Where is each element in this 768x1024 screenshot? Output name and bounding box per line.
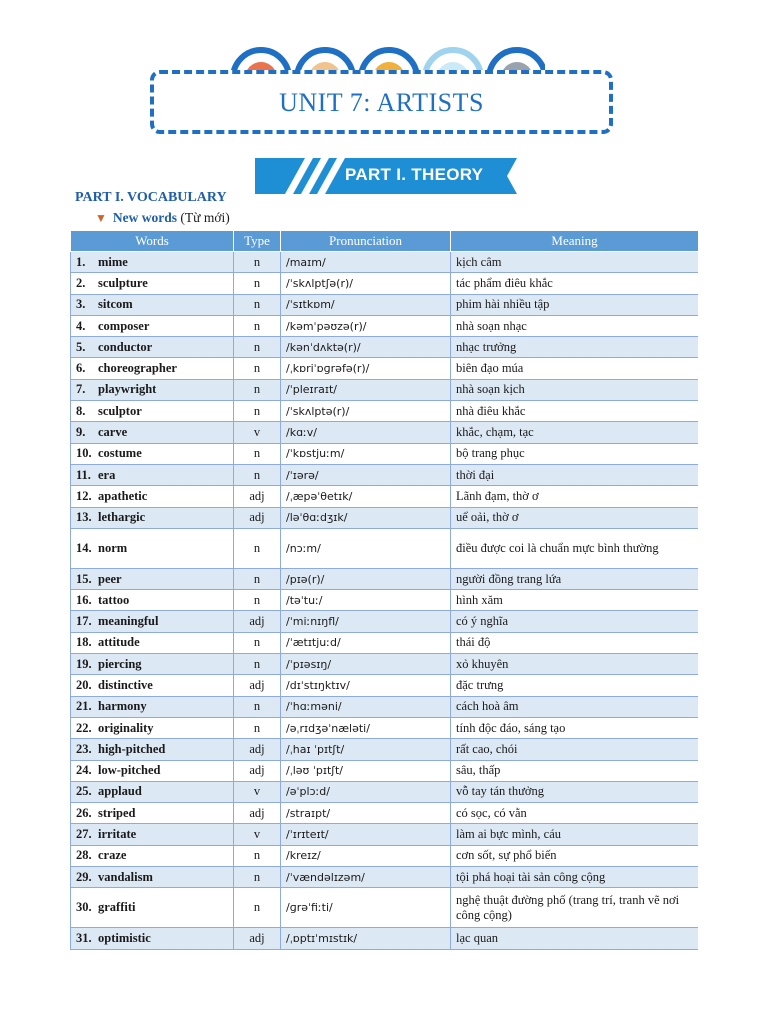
table-row	[71, 422, 699, 443]
vocabulary-table	[70, 230, 698, 950]
row-number: 27.	[76, 827, 92, 842]
row-number: 3.	[76, 297, 86, 312]
type-cell: n	[234, 379, 281, 400]
table-header-row	[71, 231, 699, 252]
type-cell: adj	[234, 486, 281, 507]
word-text: apathetic	[98, 488, 148, 503]
table-row	[71, 379, 699, 400]
table-row	[71, 358, 699, 379]
pronunciation-cell: /ˈpɪəsɪŋ/	[281, 654, 451, 675]
pronunciation-cell: /ˈvændəlɪzəm/	[281, 867, 451, 888]
meaning-cell: làm ai bực mình, cáu	[451, 824, 699, 845]
section-heading: PART I. VOCABULARY	[75, 190, 227, 205]
word-cell	[71, 845, 234, 866]
table-row	[71, 845, 699, 866]
meaning-cell: vỗ tay tán thưởng	[451, 781, 699, 802]
table-row	[71, 337, 699, 358]
meaning-cell: đặc trưng	[451, 675, 699, 696]
word-text: mime	[98, 254, 128, 269]
pronunciation-cell: /təˈtuː/	[281, 590, 451, 611]
word-cell	[71, 717, 234, 738]
word-cell	[71, 422, 234, 443]
word-cell	[71, 401, 234, 422]
type-cell: n	[234, 696, 281, 717]
table-row	[71, 928, 699, 949]
meaning-cell: phim hài nhiều tập	[451, 294, 699, 315]
meaning-cell: thời đại	[451, 464, 699, 485]
pronunciation-cell: /ˈætɪtjuːd/	[281, 632, 451, 653]
bullet-icon: ▼	[95, 211, 107, 225]
word-text: costume	[98, 446, 142, 461]
word-cell	[71, 464, 234, 485]
table-row	[71, 739, 699, 760]
table-row	[71, 401, 699, 422]
word-cell	[71, 928, 234, 949]
row-number: 20.	[76, 677, 92, 692]
type-cell: adj	[234, 507, 281, 528]
word-text: piercing	[98, 656, 142, 671]
word-text: low-pitched	[98, 763, 161, 778]
row-number: 15.	[76, 571, 92, 586]
meaning-cell: rất cao, chói	[451, 739, 699, 760]
word-cell	[71, 867, 234, 888]
word-text: graffiti	[98, 900, 136, 915]
header-words: Words	[71, 231, 234, 252]
type-cell: n	[234, 315, 281, 336]
meaning-cell: uể oải, thờ ơ	[451, 507, 699, 528]
pronunciation-cell: /ˈmiːnɪŋfl/	[281, 611, 451, 632]
pronunciation-cell: /maɪm/	[281, 252, 451, 273]
row-number: 16.	[76, 592, 92, 607]
type-cell: n	[234, 654, 281, 675]
pronunciation-cell: /ˈɪrɪteɪt/	[281, 824, 451, 845]
pronunciation-cell: /ˈɪərə/	[281, 464, 451, 485]
pronunciation-cell: /ləˈθɑːdʒɪk/	[281, 507, 451, 528]
word-text: carve	[98, 425, 128, 440]
table-row	[71, 781, 699, 802]
table-row	[71, 675, 699, 696]
meaning-cell: bộ trang phục	[451, 443, 699, 464]
row-number: 29.	[76, 869, 92, 884]
pronunciation-cell: /dɪˈstɪŋktɪv/	[281, 675, 451, 696]
row-number: 25.	[76, 784, 92, 799]
table-row	[71, 611, 699, 632]
word-text: high-pitched	[98, 741, 166, 756]
row-number: 8.	[76, 403, 86, 418]
word-text: composer	[98, 318, 150, 333]
row-number: 5.	[76, 339, 86, 354]
vocabulary-table-wrap	[70, 230, 698, 960]
table-row	[71, 824, 699, 845]
word-text: irritate	[98, 827, 137, 842]
type-cell: adj	[234, 928, 281, 949]
word-cell	[71, 696, 234, 717]
row-number: 18.	[76, 635, 92, 650]
meaning-cell: cách hoà âm	[451, 696, 699, 717]
type-cell: adj	[234, 803, 281, 824]
meaning-cell: tội phá hoại tài sản công cộng	[451, 867, 699, 888]
type-cell: n	[234, 845, 281, 866]
meaning-cell: điều được coi là chuẩn mực bình thường	[451, 528, 699, 568]
table-row	[71, 590, 699, 611]
page-title: UNIT 7: ARTISTS	[279, 88, 484, 117]
word-text: norm	[98, 540, 128, 555]
pronunciation-cell: /ˈhɑːməni/	[281, 696, 451, 717]
pronunciation-cell: /nɔːm/	[281, 528, 451, 568]
pronunciation-cell: /ˈkɒstjuːm/	[281, 443, 451, 464]
pronunciation-cell: /kənˈdʌktə(r)/	[281, 337, 451, 358]
type-cell: n	[234, 294, 281, 315]
word-cell	[71, 675, 234, 696]
type-cell: adj	[234, 675, 281, 696]
table-row	[71, 252, 699, 273]
table-row	[71, 273, 699, 294]
table-row	[71, 632, 699, 653]
table-row	[71, 654, 699, 675]
word-text: distinctive	[98, 677, 153, 692]
pronunciation-cell: /ˈpleɪraɪt/	[281, 379, 451, 400]
row-number: 1.	[76, 254, 86, 269]
word-cell	[71, 568, 234, 589]
meaning-cell: kịch câm	[451, 252, 699, 273]
meaning-cell: cơn sốt, sự phổ biến	[451, 845, 699, 866]
table-row	[71, 717, 699, 738]
meaning-cell: khắc, chạm, tạc	[451, 422, 699, 443]
meaning-cell: nhạc trưởng	[451, 337, 699, 358]
subheading-note: (Từ mới)	[180, 210, 230, 225]
pronunciation-cell: /ˌɒptɪˈmɪstɪk/	[281, 928, 451, 949]
word-cell	[71, 337, 234, 358]
word-text: peer	[98, 571, 122, 586]
meaning-cell: nghệ thuật đường phố (trang trí, tranh vẽ nơi công cộng)	[451, 888, 699, 928]
type-cell: n	[234, 888, 281, 928]
meaning-cell: có sọc, có vằn	[451, 803, 699, 824]
word-text: meaningful	[98, 614, 159, 629]
word-text: striped	[98, 805, 136, 820]
pronunciation-cell: /əˌrɪdʒəˈnæləti/	[281, 717, 451, 738]
pronunciation-cell: /straɪpt/	[281, 803, 451, 824]
type-cell: n	[234, 358, 281, 379]
row-number: 23.	[76, 741, 92, 756]
meaning-cell: Lãnh đạm, thờ ơ	[451, 486, 699, 507]
table-row	[71, 696, 699, 717]
word-text: era	[98, 467, 116, 482]
word-text: choreographer	[98, 361, 177, 376]
pronunciation-cell: /pɪə(r)/	[281, 568, 451, 589]
type-cell: n	[234, 273, 281, 294]
row-number: 6.	[76, 361, 86, 376]
meaning-cell: biên đạo múa	[451, 358, 699, 379]
type-cell: n	[234, 443, 281, 464]
subheading-label: New words	[112, 210, 178, 225]
type-cell: adj	[234, 739, 281, 760]
word-cell	[71, 739, 234, 760]
word-text: lethargic	[98, 510, 146, 525]
word-cell	[71, 781, 234, 802]
pronunciation-cell: /ˈskʌlptʃə(r)/	[281, 273, 451, 294]
type-cell: v	[234, 824, 281, 845]
type-cell: v	[234, 422, 281, 443]
word-cell	[71, 824, 234, 845]
meaning-cell: tác phẩm điêu khắc	[451, 273, 699, 294]
type-cell: adj	[234, 760, 281, 781]
row-number: 10.	[76, 446, 92, 461]
banner-label: PART I. THEORY	[345, 165, 484, 184]
type-cell: n	[234, 401, 281, 422]
word-cell	[71, 486, 234, 507]
row-number: 12.	[76, 488, 92, 503]
header-pronunciation: Pronunciation	[281, 231, 451, 252]
row-number: 26.	[76, 805, 92, 820]
meaning-cell: có ý nghĩa	[451, 611, 699, 632]
word-text: harmony	[98, 699, 147, 714]
table-row	[71, 888, 699, 928]
word-text: applaud	[98, 784, 142, 799]
row-number: 11.	[76, 467, 91, 482]
word-cell	[71, 590, 234, 611]
type-cell: n	[234, 717, 281, 738]
meaning-cell: người đồng trang lứa	[451, 568, 699, 589]
type-cell: n	[234, 590, 281, 611]
type-cell: n	[234, 528, 281, 568]
table-row	[71, 464, 699, 485]
meaning-cell: nhà điêu khắc	[451, 401, 699, 422]
pronunciation-cell: /ˈsɪtkɒm/	[281, 294, 451, 315]
word-text: conductor	[98, 339, 153, 354]
word-cell	[71, 888, 234, 928]
row-number: 21.	[76, 699, 92, 714]
meaning-cell: xỏ khuyên	[451, 654, 699, 675]
table-row	[71, 803, 699, 824]
word-cell	[71, 803, 234, 824]
word-cell	[71, 315, 234, 336]
word-text: sitcom	[98, 297, 133, 312]
word-text: craze	[98, 848, 127, 863]
word-cell	[71, 528, 234, 568]
meaning-cell: tính độc đáo, sáng tạo	[451, 717, 699, 738]
row-number: 30.	[76, 900, 92, 915]
table-row	[71, 568, 699, 589]
title-box	[150, 70, 613, 134]
row-number: 22.	[76, 720, 92, 735]
word-cell	[71, 760, 234, 781]
row-number: 9.	[76, 425, 86, 440]
meaning-cell: thái độ	[451, 632, 699, 653]
word-text: attitude	[98, 635, 140, 650]
word-text: tattoo	[98, 592, 130, 607]
type-cell: n	[234, 464, 281, 485]
word-text: sculptor	[98, 403, 142, 418]
table-row	[71, 867, 699, 888]
meaning-cell: hình xăm	[451, 590, 699, 611]
type-cell: adj	[234, 611, 281, 632]
header-meaning: Meaning	[451, 231, 699, 252]
word-cell	[71, 252, 234, 273]
pronunciation-cell: /kəmˈpəʊzə(r)/	[281, 315, 451, 336]
type-cell: n	[234, 252, 281, 273]
meaning-cell: nhà soạn nhạc	[451, 315, 699, 336]
word-cell	[71, 443, 234, 464]
meaning-cell: lạc quan	[451, 928, 699, 949]
pronunciation-cell: /ˌkɒriˈɒɡrəfə(r)/	[281, 358, 451, 379]
table-row	[71, 528, 699, 568]
subheading	[95, 210, 230, 226]
word-cell	[71, 632, 234, 653]
type-cell: n	[234, 337, 281, 358]
row-number: 28.	[76, 848, 92, 863]
word-cell	[71, 654, 234, 675]
pronunciation-cell: /ˈskʌlptə(r)/	[281, 401, 451, 422]
row-number: 24.	[76, 763, 92, 778]
word-cell	[71, 379, 234, 400]
word-cell	[71, 507, 234, 528]
type-cell: n	[234, 568, 281, 589]
table-row	[71, 507, 699, 528]
word-text: playwright	[98, 382, 157, 397]
word-text: originality	[98, 720, 154, 735]
word-text: sculpture	[98, 275, 148, 290]
pronunciation-cell: /kreɪz/	[281, 845, 451, 866]
row-number: 4.	[76, 318, 86, 333]
meaning-cell: sâu, thấp	[451, 760, 699, 781]
word-text: optimistic	[98, 930, 151, 945]
word-cell	[71, 273, 234, 294]
word-cell	[71, 294, 234, 315]
word-text: vandalism	[98, 869, 153, 884]
row-number: 19.	[76, 656, 92, 671]
row-number: 17.	[76, 614, 92, 629]
table-row	[71, 486, 699, 507]
row-number: 13.	[76, 510, 92, 525]
type-cell: n	[234, 632, 281, 653]
pronunciation-cell: /kɑːv/	[281, 422, 451, 443]
row-number: 14.	[76, 540, 92, 555]
table-row	[71, 294, 699, 315]
word-cell	[71, 611, 234, 632]
table-row	[71, 315, 699, 336]
pronunciation-cell: /ˌhaɪ ˈpɪtʃt/	[281, 739, 451, 760]
pronunciation-cell: /əˈplɔːd/	[281, 781, 451, 802]
pronunciation-cell: /ɡrəˈfiːti/	[281, 888, 451, 928]
table-row	[71, 760, 699, 781]
word-cell	[71, 358, 234, 379]
header-type: Type	[234, 231, 281, 252]
pronunciation-cell: /ˌæpəˈθetɪk/	[281, 486, 451, 507]
type-cell: n	[234, 867, 281, 888]
row-number: 7.	[76, 382, 86, 397]
row-number: 2.	[76, 275, 86, 290]
table-row	[71, 443, 699, 464]
pronunciation-cell: /ˌləʊ ˈpɪtʃt/	[281, 760, 451, 781]
meaning-cell: nhà soạn kịch	[451, 379, 699, 400]
type-cell: v	[234, 781, 281, 802]
row-number: 31.	[76, 930, 92, 945]
